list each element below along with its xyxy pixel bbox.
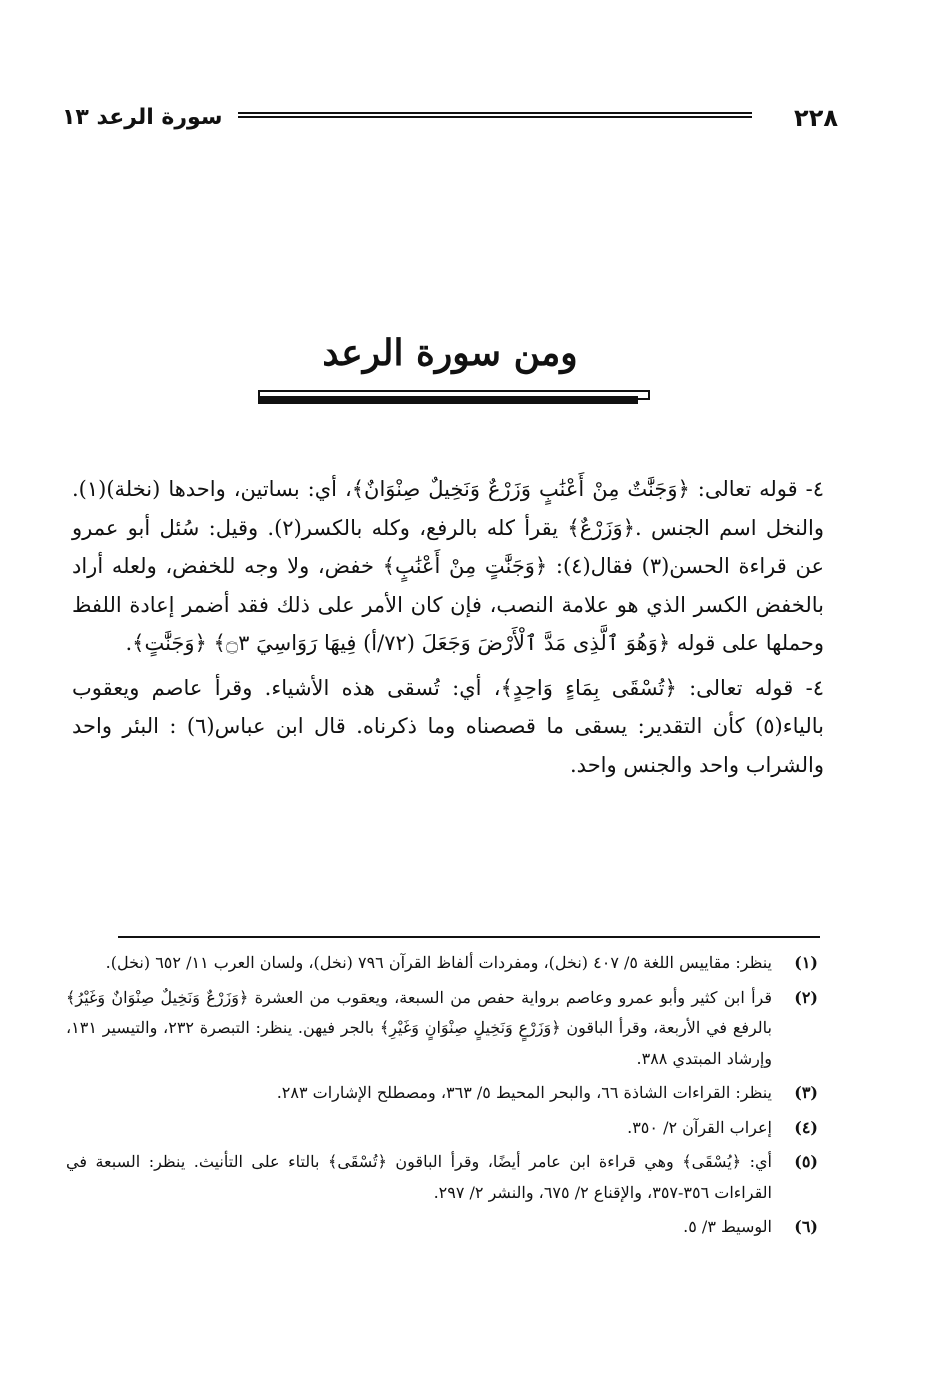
- paragraph: ٤- قوله تعالى: ﴿تُسْقَى بِمَاءٍ وَاحِدٍ﴾، أي: تُسقى هذه الأشياء. وقرأ عاصم ويعقوب بالياء(٥) كأن التقدير: يسقى ما قصصناه وما ذكرناه. قال ابن عباس(٦) : البئر واحد والشراب واحد والجنس واحد.: [72, 675, 824, 777]
- footnote-number: (٢): [794, 987, 818, 1007]
- footnote-separator: [118, 936, 820, 938]
- footnote-number: (٥): [794, 1152, 818, 1171]
- footnote-text: الوسيط ٣/ ٥.: [683, 1217, 772, 1236]
- footnote-text: ينظر: مقاييس اللغة ٥/ ٤٠٧ (نخل)، ومفردات ألفاظ القرآن ٧٩٦ (نخل)، ولسان العرب ١١/ ٦٥٢ (نخل).: [105, 953, 772, 972]
- footnote-number: (٤): [794, 1117, 818, 1137]
- chapter-rule-bar: [258, 396, 638, 404]
- paragraph: ٤- قوله تعالى: ﴿وَجَنَّٰتٌ مِنْ أَعْنَٰبٍ وَزَرْعٌ وَنَخِيلٌ صِنْوَانٌ﴾، أي: بساتين، واحدها (نخلة)(١). والنخل اسم الجنس .﴿وَزَرْعٌ﴾ يقرأ كله بالرفع، وكله بالكسر(٢). وقيل: سُئل أبو عمرو عن قراءة الحسن(٣) فقال(٤): ﴿وَجَنَّٰتٍ مِنْ أَعْنَٰبٍ﴾ خفض، ولا وجه للخفض، ولعله أراد بالخفض الكسر الذي هو علامة النصب، فإن كان الأمر على ذلك فقد أضمر إعادة اللفظ وحملها على قوله ﴿وَهُوَ ٱلَّذِى مَدَّ ٱلْأَرْضَ وَجَعَلَ (٧٢/أ) فِيهَا رَوَاسِيَ ۝٣﴾ ﴿وَجَنَّٰتٍ﴾.: [72, 477, 824, 655]
- footnote-text: إعراب القرآن ٢/ ٣٥٠.: [627, 1117, 772, 1137]
- footnote: [66, 1113, 818, 1144]
- footnote: [66, 983, 818, 1075]
- header-rule: [238, 112, 752, 118]
- main-text: [72, 470, 824, 784]
- footnote: [66, 1147, 818, 1208]
- footnote-number: (١): [794, 953, 818, 972]
- footnote-number: (٦): [794, 1217, 818, 1236]
- running-header: [62, 98, 838, 138]
- footnotes: [66, 948, 818, 1243]
- footnote-text: ينظر: القراءات الشاذة ٦٦، والبحر المحيط ٥/ ٣٦٣، ومصطلح الإشارات ٢٨٣.: [276, 1083, 772, 1102]
- footnote-number: (٣): [794, 1083, 818, 1102]
- footnote: [66, 1078, 818, 1109]
- surah-title: سورة الرعد ١٣: [62, 105, 223, 130]
- footnote-text: قرأ ابن كثير وأبو عمرو وعاصم برواية حفص من السبعة، ويعقوب من العشرة ﴿وَزَرْعٌ وَنَخِيلٌ صِنْوَانٌ وَغَيْرُ﴾ بالرفع في الأربعة، وقرأ الباقون ﴿وَزَرْعٍ وَنَخِيلٍ صِنْوَانٍ وَغَيْرِ﴾ بالجر فيهن. ينظر: التبصرة ٢٣٢، والتيسير ١٣١، وإرشاد المبتدي ٣٨٨.: [66, 987, 773, 1068]
- chapter-title: ومن سورة الرعد: [322, 332, 578, 374]
- footnote: [66, 948, 818, 979]
- footnote-text: أي: ﴿يُسْقَى﴾ وهي قراءة ابن عامر أيضًا، وقرأ الباقون ﴿تُسْقَى﴾ بالتاء على التأنيث. ينظر: السبعة في القراءات ٣٥٦-٣٥٧، والإقناع ٢/ ٦٧٥، والنشر ٢/ ٢٩٧.: [66, 1152, 772, 1202]
- footnote: [66, 1212, 818, 1243]
- page-number: ٢٢٨: [794, 104, 838, 132]
